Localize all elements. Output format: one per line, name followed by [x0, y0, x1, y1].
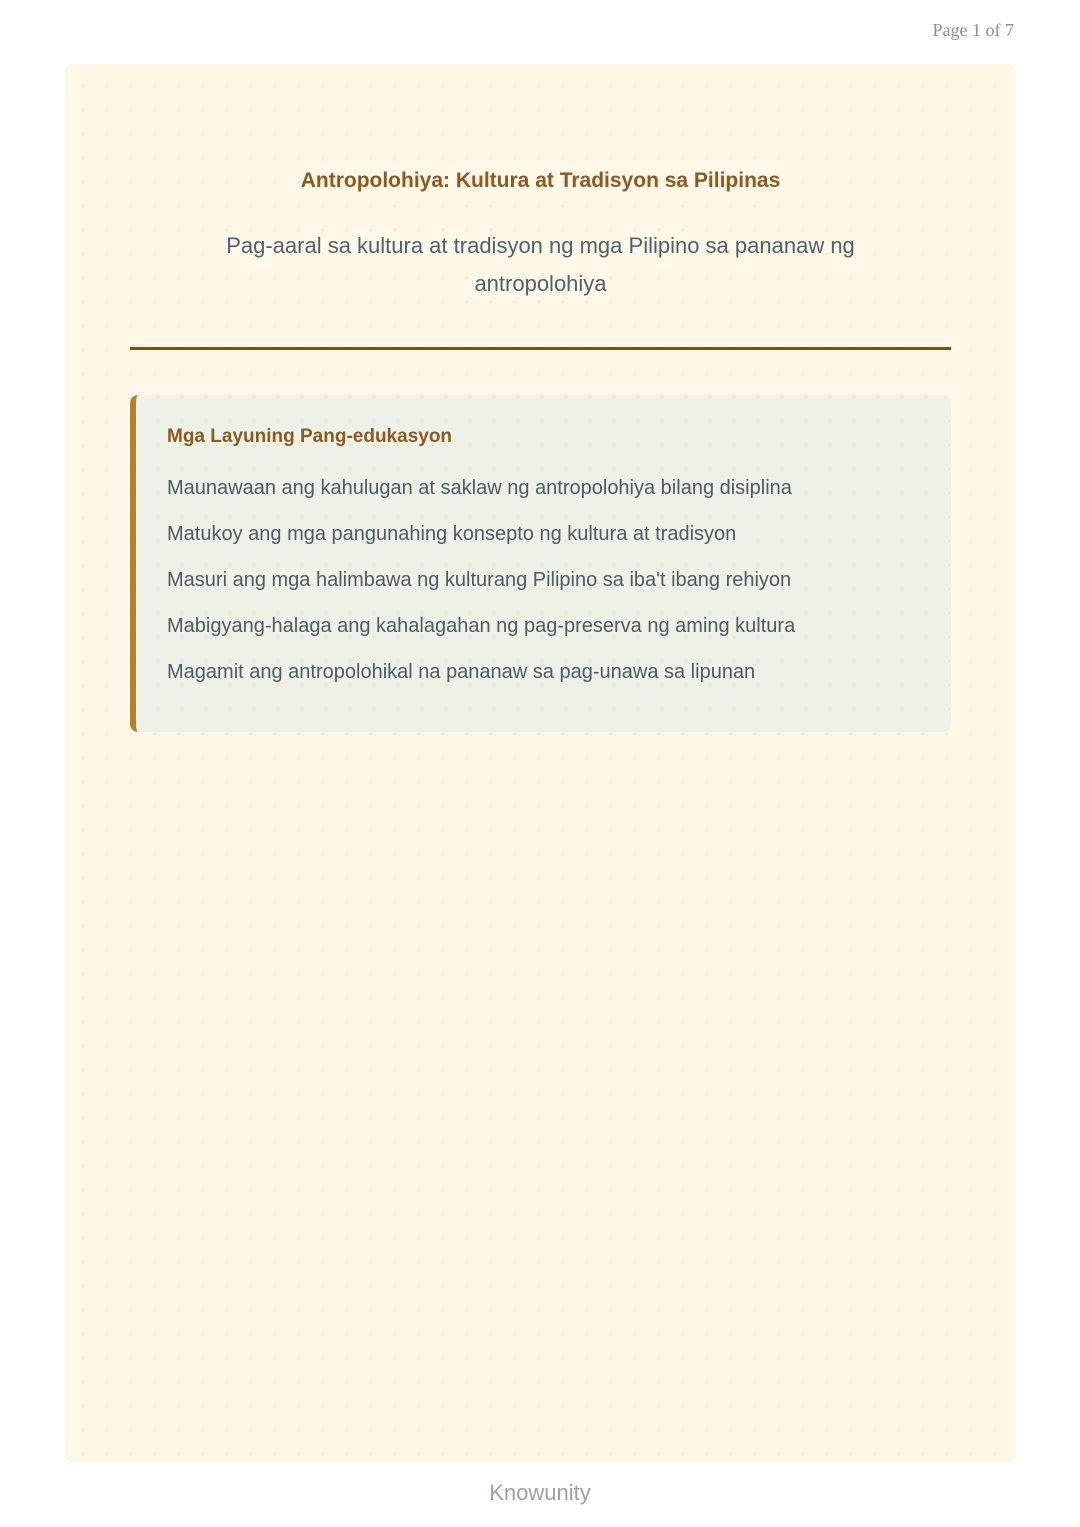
document-page	[65, 64, 1016, 1462]
objective-item: Mabigyang-halaga ang kahalagahan ng pag-preserva ng aming kultura	[167, 615, 796, 637]
objective-item: Masuri ang mga halimbawa ng kulturang Pilipino sa iba't ibang rehiyon	[167, 569, 792, 591]
section-divider	[130, 347, 951, 350]
objectives-heading: Mga Layuning Pang-edukasyon	[167, 426, 453, 447]
objective-item: Magamit ang antropolohikal na pananaw sa pag-unawa sa lipunan	[167, 661, 756, 683]
document-title: Antropolohiya: Kultura at Tradisyon sa Pilipinas	[300, 169, 781, 192]
objectives-callout	[130, 395, 951, 732]
footer-brand: Knowunity	[489, 1480, 591, 1505]
document-subtitle: Pag-aaral sa kultura at tradisyon ng mga Pilipino sa pananaw ng antropolohiya	[226, 233, 855, 296]
objective-item: Maunawaan ang kahulugan at saklaw ng antropolohiya bilang disiplina	[167, 477, 792, 499]
page-indicator: Page 1 of 7	[932, 20, 1014, 40]
objective-item: Matukoy ang mga pangunahing konsepto ng kultura at tradisyon	[167, 523, 737, 545]
